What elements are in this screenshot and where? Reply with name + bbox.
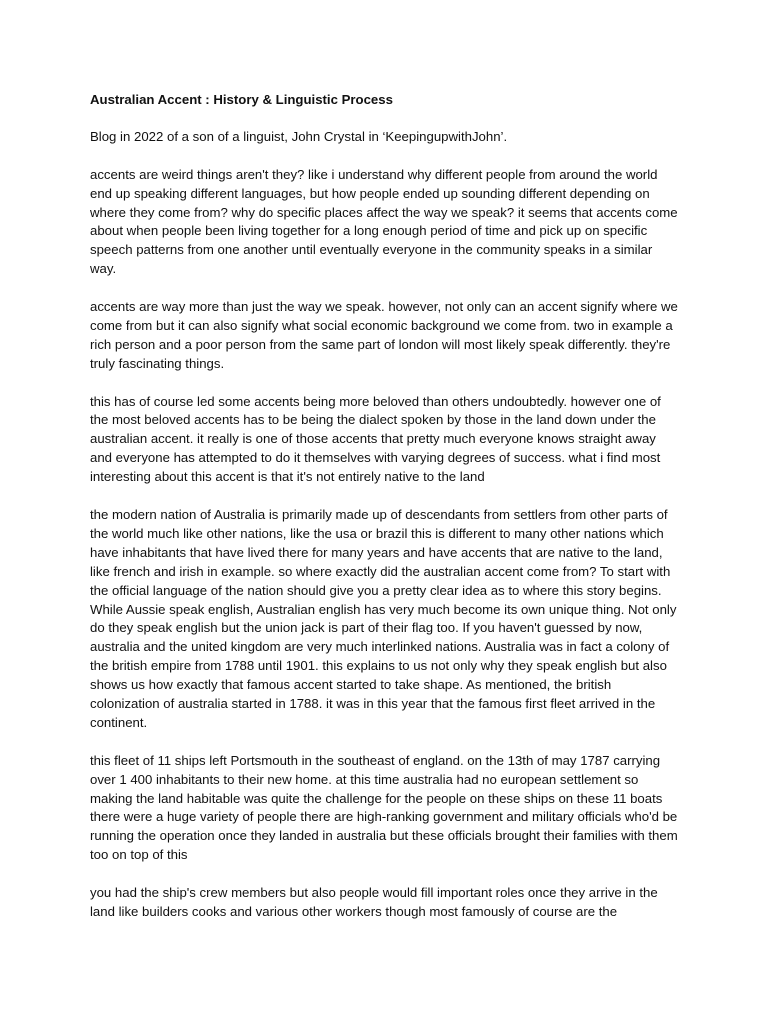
document-title: Australian Accent : History & Linguistic Process <box>90 92 393 107</box>
paragraph-1: accents are weird things aren't they? like i understand why different people from around the world end up speaking different languages, but how people ended up sounding different depending on where they come from? why do specific places affect the way we speak? it seems that accents come about when people been living together for a long enough period of time and pick up on specific speech patterns from one another until eventually everyone in the community speaks in a similar way. <box>90 166 678 277</box>
paragraph-4: the modern nation of Australia is primarily made up of descendants from settlers from other parts of the world much like other nations, like the usa or brazil this is different to many other nations which have inhabitants that have lived there for many years and have accents that are native to the land, like french and irish in example. so where exactly did the australian accent come from? To start with the official language of the nation should give you a pretty clear idea as to where this story begins. While Aussie speak english, Australian english has very much become its own unique thing. Not only do they speak english but the union jack is part of their flag too. If you haven't guessed by now, australia and the united kingdom are very much interlinked nations. Australia was in fact a colony of the british empire from 1788 until 1901. this explains to us not only why they speak english but also shows us how exactly that famous accent started to take shape. As mentioned, the british colonization of australia started in 1788. it was in this year that the famous first fleet arrived in the continent. <box>90 506 677 730</box>
paragraph-2: accents are way more than just the way we speak. however, not only can an accent signify where we come from but it can also signify what social economic background we come from. two in example a rich person and a poor person from the same part of london will most likely speak differently. they're truly fascinating things. <box>90 299 678 371</box>
paragraph-5: this fleet of 11 ships left Portsmouth in the southeast of england. on the 13th of may 1787 carrying over 1 400 inhabitants to their new home. at this time australia had no european settlement so making the land habitable was quite the challenge for the people on these ships on these 11 boats there were a huge variety of people there are high-ranking government and military officials who'd be running the operation once they landed in australia but these officials brought their families with them too on top of this <box>90 752 678 863</box>
paragraph-3: this has of course led some accents being more beloved than others undoubtedly. however one of the most beloved accents has to be being the dialect spoken by those in the land down under the australian accent. it really is one of those accents that pretty much everyone knows straight away and everyone has attempted to do it themselves with varying degrees of success. what i find most interesting about this accent is that it's not entirely native to the land <box>90 393 661 485</box>
paragraph-6: you had the ship's crew members but also people would fill important roles once they arrive in the land like builders cooks and various other workers though most famously of course are the <box>90 885 658 919</box>
document-byline: Blog in 2022 of a son of a linguist, John Crystal in ‘KeepingupwithJohn’. <box>90 128 508 144</box>
document-page <box>90 91 680 922</box>
